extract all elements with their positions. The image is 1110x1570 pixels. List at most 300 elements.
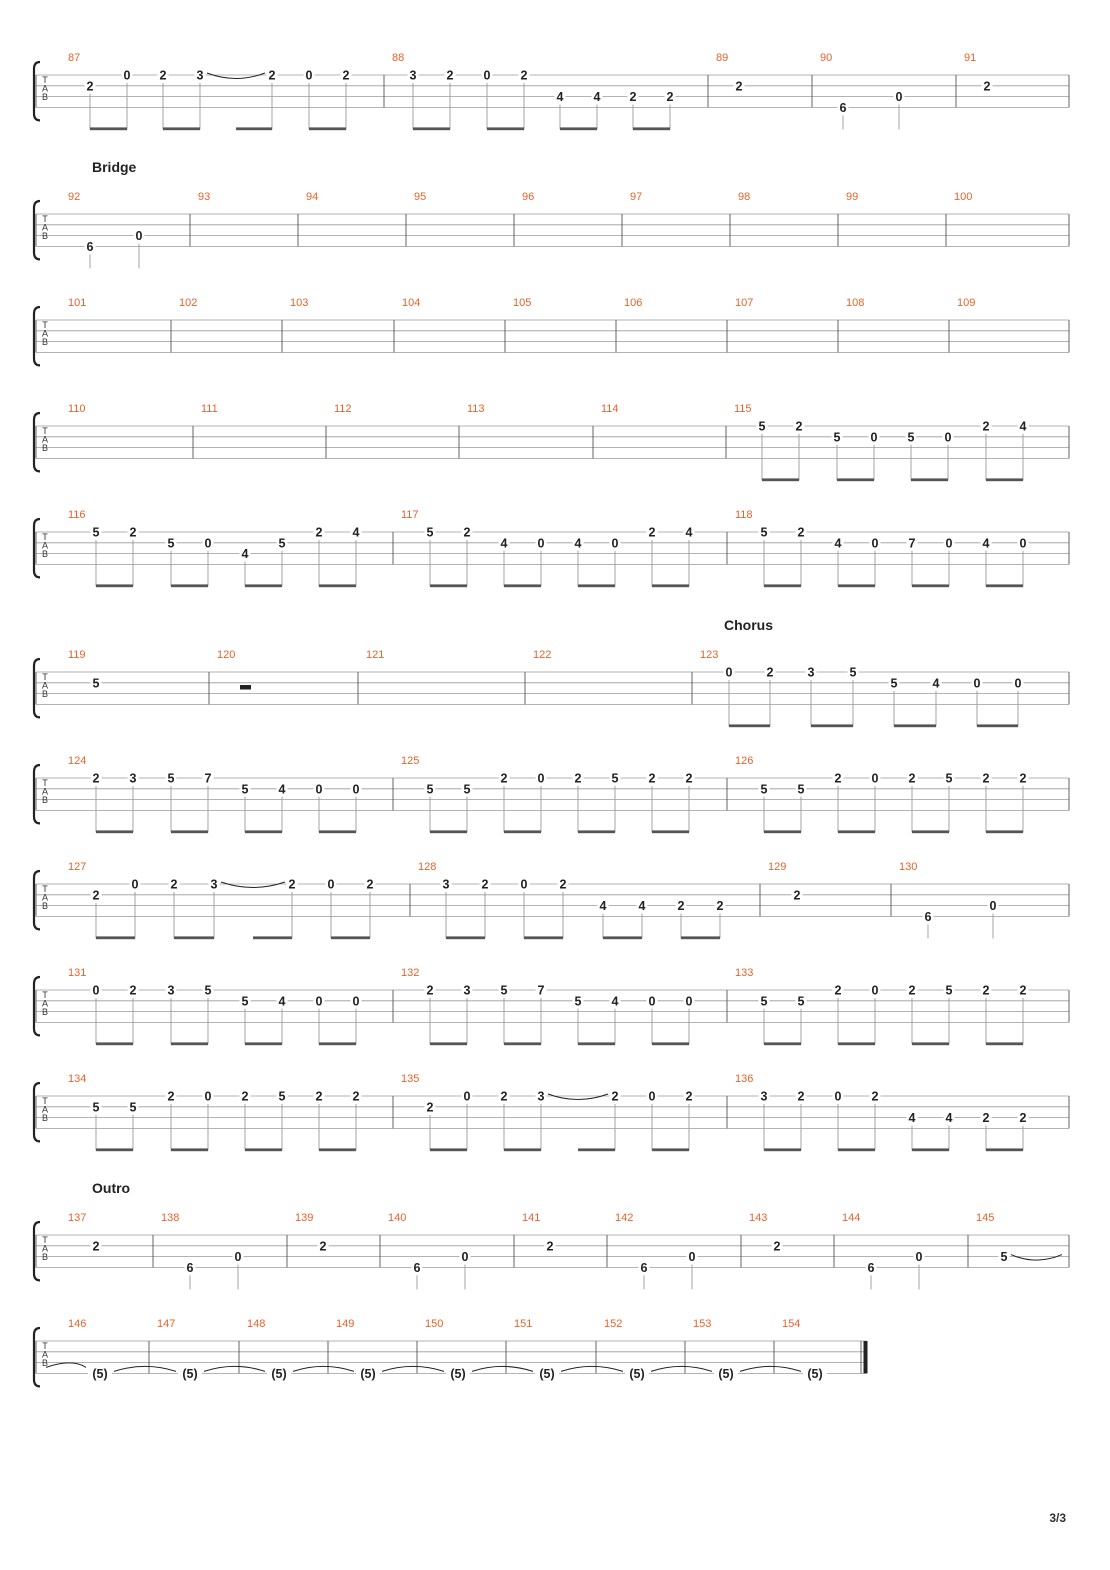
beam [764,584,801,587]
whole-rest [240,685,251,690]
measure [964,52,993,93]
measure [414,191,426,203]
fret-number: 2 [982,1111,990,1126]
tab-system [34,159,1069,268]
tab-clef-letter: B [41,549,49,560]
tie-arc [651,1366,712,1371]
measure [306,191,318,203]
fret-number: 0 [305,68,313,83]
fret-number: (5) [539,1366,555,1381]
beam [560,127,597,130]
fret-number: 6 [640,1260,648,1275]
fret-number: 2 [500,771,508,786]
fret-number: 7 [537,983,545,998]
fret-number: 0 [611,536,619,551]
beam [319,584,356,587]
measure-number: 111 [201,403,218,415]
tie-arc [204,1366,265,1371]
measure-number: 131 [68,967,87,979]
beam [912,1148,949,1151]
fret-number: 2 [1019,771,1027,786]
fret-number: 2 [908,771,916,786]
measure [513,297,531,309]
tab-clef-letter: B [41,443,49,454]
measure [217,649,251,690]
beam [524,936,563,939]
fret-number: 5 [1000,1250,1008,1265]
tie-arc [740,1366,801,1371]
tab-clef-letter: A [41,1349,49,1360]
measure [68,649,102,690]
beam [96,584,133,587]
tab-clef-letter: T [42,320,48,330]
fret-number: 2 [982,419,990,434]
tab-clef-letter: A [41,680,49,691]
fret-number: 6 [924,909,932,924]
beam [163,127,200,130]
fret-number: 3 [210,877,218,892]
page-number: 3/3 [1049,1511,1066,1525]
system-bracket [34,1222,40,1280]
fret-number: 2 [426,983,434,998]
measure [68,52,352,130]
system-bracket [34,871,40,929]
beam [96,830,133,833]
fret-number: 0 [204,536,212,551]
fret-number: 0 [945,536,953,551]
tab-clef-letter: A [41,83,49,94]
fret-number: 4 [352,525,360,540]
measure [68,1180,130,1253]
measure-number: 152 [604,1318,623,1330]
fret-number: (5) [450,1366,466,1381]
fret-number: 0 [915,1250,923,1265]
fret-number: 2 [735,79,743,94]
measure-number: 112 [334,403,352,415]
fret-number: 2 [129,525,137,540]
fret-number: 5 [890,676,898,691]
beam [171,1148,208,1151]
fret-number: 2 [315,525,323,540]
fret-number: 2 [797,525,805,540]
fret-number: 5 [92,525,100,540]
measure-number: 115 [734,403,752,415]
measure [522,1212,556,1253]
system-bracket [34,1083,40,1141]
measure [401,967,695,1045]
fret-number: 6 [413,1260,421,1275]
beam [986,1148,1023,1151]
tab-clef-letter: A [41,540,49,551]
measure-number: 129 [768,861,787,873]
measure-number: 137 [68,1212,87,1224]
measure-number: 126 [735,755,754,767]
measure-number: 139 [295,1212,314,1224]
beam [487,127,524,130]
tab-system [34,967,1069,1045]
fret-number: 4 [1019,419,1027,434]
measure [68,297,86,309]
measure [615,1212,698,1289]
measure-number: 110 [68,403,86,415]
tab-clef-letter: B [41,337,49,348]
measure [735,755,1029,833]
fret-number: 5 [167,536,175,551]
measure [734,403,1029,481]
measure-number: 121 [366,649,385,661]
measure [768,861,803,902]
measure [198,191,210,203]
beam [977,724,1018,727]
tie-arc [114,1366,176,1371]
measure-number: 116 [68,509,86,521]
fret-number: 2 [268,68,276,83]
measure-number: 89 [716,52,729,64]
fret-number: 2 [288,877,296,892]
fret-number: (5) [92,1366,108,1381]
tab-system [34,1073,1069,1151]
measure-number: 109 [957,297,976,309]
fret-number: 3 [167,983,175,998]
measure-number: 122 [533,649,552,661]
measure-number: 102 [179,297,198,309]
beam [309,127,346,130]
fret-number: 2 [446,68,454,83]
fret-number: (5) [360,1366,376,1381]
beam [430,1042,467,1045]
measure [392,52,676,130]
beam [90,127,127,130]
measure [899,861,999,938]
measure-number: 120 [217,649,236,661]
measure-number: 146 [68,1318,87,1330]
measure-number: 145 [976,1212,995,1224]
beam [838,1042,875,1045]
fret-number: 0 [648,1089,656,1104]
beam [96,1148,133,1151]
fret-number: 2 [92,771,100,786]
fret-number: 2 [241,1089,249,1104]
tab-clef-letter: T [42,990,48,1000]
measure-number: 93 [198,191,211,203]
fret-number: 0 [315,782,323,797]
section-label: Bridge [92,159,137,175]
fret-number: 2 [648,771,656,786]
tab-clef-letter: A [41,222,49,233]
beam [578,1148,615,1151]
fret-number: 2 [648,525,656,540]
beam [430,584,467,587]
measure-number: 106 [624,297,643,309]
measure-number: 134 [68,1073,87,1085]
beam [764,1148,801,1151]
fret-number: (5) [271,1366,287,1381]
tie-arc [207,73,265,79]
measure [842,1212,925,1289]
fret-number: 4 [945,1111,953,1126]
measure [846,191,858,203]
section-label: Outro [92,1180,131,1196]
system-bracket [34,1328,40,1386]
tab-clef-letter: T [42,1235,48,1245]
fret-number: 2 [685,1089,693,1104]
fret-number: 0 [648,994,656,1009]
fret-number: 2 [92,888,100,903]
beam [245,1148,282,1151]
fret-number: 5 [611,771,619,786]
fret-number: 2 [797,1089,805,1104]
fret-number: 0 [463,1089,471,1104]
measure-number: 108 [846,297,865,309]
fret-number: 5 [758,419,766,434]
beam [245,830,282,833]
fret-number: 0 [685,994,693,1009]
measure-number: 105 [513,297,532,309]
measure [161,1212,244,1289]
measure-number: 147 [157,1318,176,1330]
fret-number: 7 [204,771,212,786]
beam [652,1148,689,1151]
tab-clef-letter: A [41,786,49,797]
tab-clef-letter: T [42,75,48,85]
fret-number: 5 [241,782,249,797]
measure-number: 119 [68,649,86,661]
tab-clef-letter: B [41,901,49,912]
beam [681,936,720,939]
beam [504,1148,541,1151]
fret-number: 2 [1019,1111,1027,1126]
fret-number: 2 [629,90,637,105]
fret-number: 3 [129,771,137,786]
fret-number: 0 [871,771,879,786]
fret-number: (5) [807,1366,823,1381]
measure [782,1318,827,1381]
beam [986,1042,1023,1045]
measure-number: 136 [735,1073,754,1085]
fret-number: 2 [426,1100,434,1115]
fret-number: 3 [196,68,204,83]
fret-number: 0 [327,877,335,892]
fret-number: 0 [461,1250,469,1265]
fret-number: 3 [442,877,450,892]
fret-number: 4 [278,782,286,797]
measure-number: 125 [401,755,420,767]
measure-number: 149 [336,1318,355,1330]
fret-number: 2 [167,1089,175,1104]
fret-number: 0 [871,536,879,551]
system-bracket [34,765,40,823]
beam [764,830,801,833]
system-bracket [34,413,40,471]
fret-number: 4 [908,1111,916,1126]
fret-number: 0 [944,430,952,445]
measure [630,191,642,203]
measure [401,1073,695,1151]
fret-number: 6 [839,100,847,115]
fret-number: 3 [409,68,417,83]
measure-number: 142 [615,1212,634,1224]
measure [68,1073,362,1151]
beam [912,584,949,587]
fret-number: 5 [278,1089,286,1104]
tie-arc [1011,1255,1062,1261]
fret-number: 2 [677,899,685,914]
fret-number: 7 [908,536,916,551]
fret-number: 3 [807,665,815,680]
fret-number: 5 [204,983,212,998]
measure-number: 123 [700,649,719,661]
beam [171,1042,208,1045]
fret-number: 5 [167,771,175,786]
fret-number: 2 [834,771,842,786]
fret-number: 2 [666,90,674,105]
fret-number: 5 [945,771,953,786]
tab-clef-letter: T [42,884,48,894]
fret-number: 0 [973,676,981,691]
fret-number: 6 [86,239,94,254]
fret-number: 2 [546,1239,554,1254]
fret-number: 2 [315,1089,323,1104]
measure-number: 117 [401,509,419,521]
beam [245,1042,282,1045]
fret-number: 2 [129,983,137,998]
beam [652,584,689,587]
beam [578,830,615,833]
fret-number: 2 [342,68,350,83]
fret-number: 5 [797,782,805,797]
measure [749,1212,783,1253]
measure [467,403,485,415]
fret-number: 5 [907,430,915,445]
beam [430,1148,467,1151]
beam [729,724,770,727]
measure [846,297,864,309]
tab-clef-letter: T [42,214,48,224]
fret-number: 0 [315,994,323,1009]
beam [174,936,214,939]
fret-number: 0 [537,536,545,551]
measure-number: 104 [402,297,421,309]
fret-number: 2 [611,1089,619,1104]
fret-number: 2 [983,79,991,94]
measure [601,403,619,415]
fret-number: 4 [574,536,582,551]
measure-number: 96 [522,191,535,203]
measure-number: 91 [964,52,977,64]
fret-number: 5 [92,676,100,691]
fret-number: 4 [278,994,286,1009]
fret-number: 5 [92,1100,100,1115]
tab-system [34,617,1069,727]
fret-number: 4 [982,536,990,551]
measure-number: 154 [782,1318,801,1330]
tab-clef-letter: B [41,1252,49,1263]
tab-system [34,1318,868,1386]
fret-number: 2 [170,877,178,892]
fret-number: 4 [500,536,508,551]
fret-number: 4 [638,899,646,914]
fret-number: 5 [463,782,471,797]
fret-number: 2 [500,1089,508,1104]
measure-number: 100 [954,191,973,203]
beam [912,830,949,833]
fret-number: 0 [870,430,878,445]
fret-number: 5 [760,525,768,540]
system-bracket [34,201,40,259]
tab-clef-letter: T [42,532,48,542]
fret-number: 4 [685,525,693,540]
fret-number: 4 [593,90,601,105]
tie-arc [382,1366,444,1371]
beam [578,1042,615,1045]
fret-number: 5 [760,782,768,797]
fret-number: 2 [871,1089,879,1104]
fret-number: (5) [629,1366,645,1381]
measure-number: 138 [161,1212,180,1224]
beam [894,724,936,727]
fret-number: 2 [86,79,94,94]
tab-clef-letter: B [41,1007,49,1018]
measure-number: 128 [418,861,437,873]
tab-system [34,52,1069,130]
fret-number: 2 [982,983,990,998]
fret-number: 5 [426,525,434,540]
tie-arc [472,1366,533,1371]
measure-number: 144 [842,1212,861,1224]
measure-number: 88 [392,52,405,64]
tab-systems [34,52,1069,1386]
tab-system [34,509,1069,587]
system-bracket [34,977,40,1035]
fret-number: 5 [426,782,434,797]
measure-number: 95 [414,191,427,203]
measure [735,509,1029,587]
beam [838,1148,875,1151]
beam [319,830,356,833]
beam [504,1042,541,1045]
tab-clef-letter: T [42,1341,48,1351]
fret-number: 3 [537,1089,545,1104]
measure-number: 114 [601,403,619,415]
beam [319,1148,356,1151]
measure [402,297,420,309]
tie-arc [46,1363,86,1368]
fret-number: 0 [520,877,528,892]
measure-number: 130 [899,861,918,873]
tab-clef-letter: B [41,231,49,242]
fret-number: 3 [760,1089,768,1104]
fret-number: 2 [159,68,167,83]
fret-number: 5 [945,983,953,998]
measure [68,509,362,587]
beam [504,584,541,587]
measure-number: 118 [735,509,753,521]
measure-number: 127 [68,861,87,873]
fret-number: 0 [483,68,491,83]
fret-number: 2 [716,899,724,914]
fret-number: 5 [278,536,286,551]
tab-clef-letter: A [41,998,49,1009]
measure [735,297,753,309]
beam [331,936,370,939]
fret-number: 2 [574,771,582,786]
beam [96,936,135,939]
fret-number: 2 [366,877,374,892]
measure [418,861,726,939]
fret-number: (5) [182,1366,198,1381]
measure [388,1212,471,1289]
fret-number: 2 [92,1239,100,1254]
